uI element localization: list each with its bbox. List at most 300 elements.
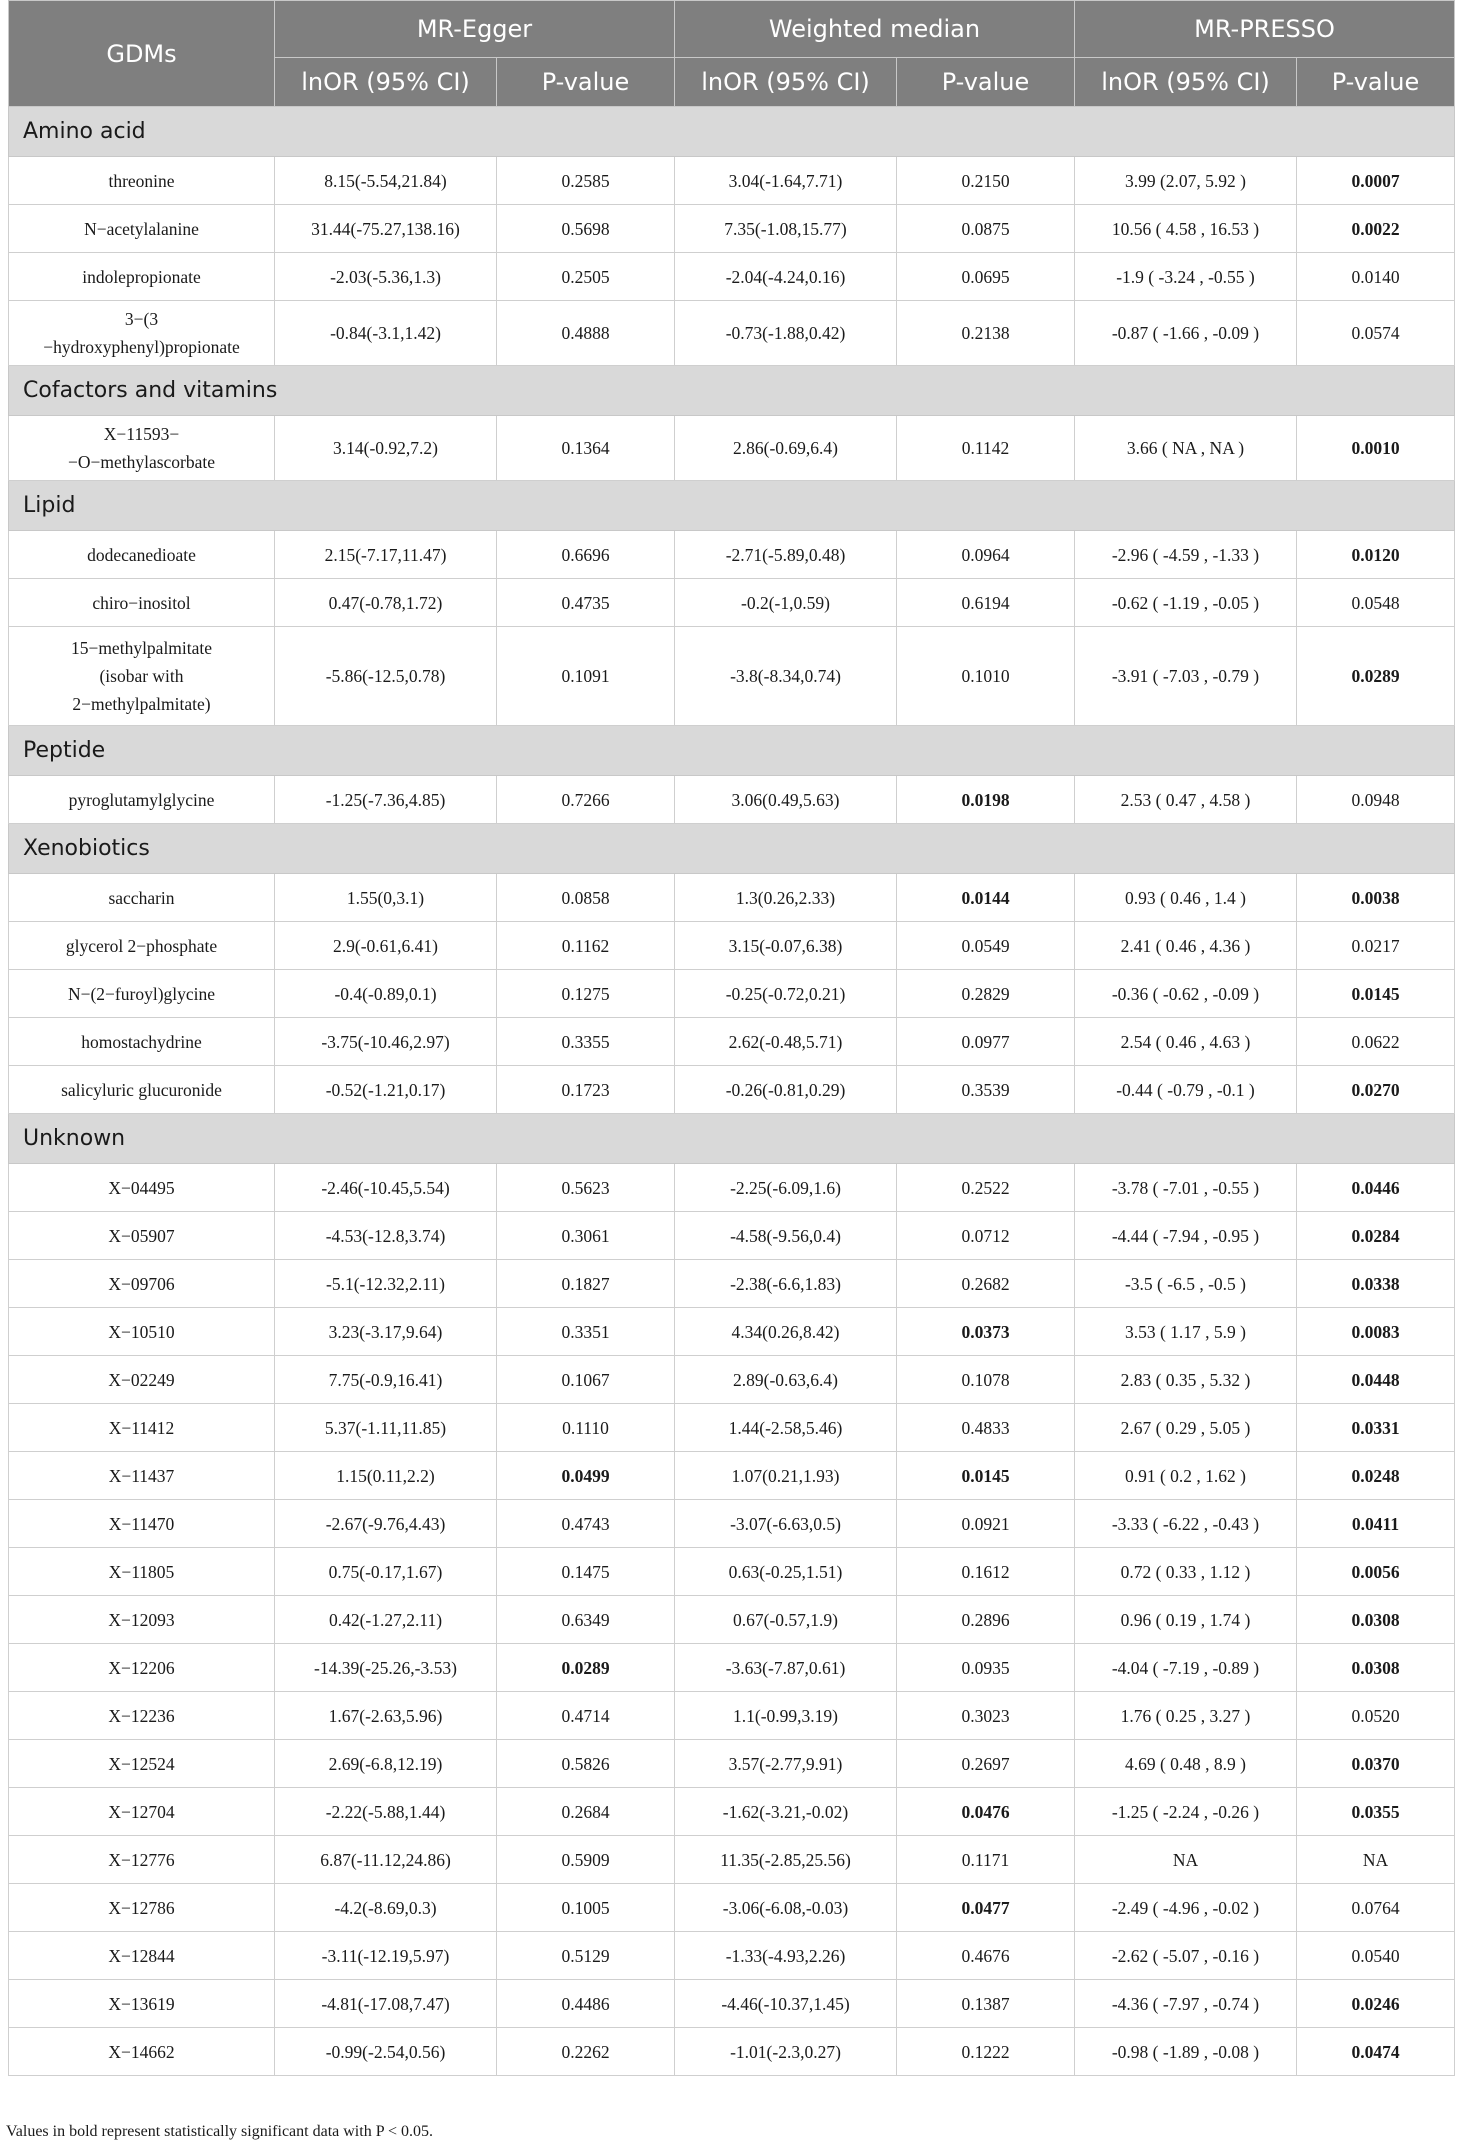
presso-lnor-cell: -0.62 ( -1.19 , -0.05 ) <box>1075 579 1297 627</box>
metabolite-name-line: X−14662 <box>108 2041 175 2062</box>
header-wm-pvalue: P-value <box>897 58 1075 107</box>
wm-lnor-cell: -2.04(-4.24,0.16) <box>675 253 897 301</box>
presso-pvalue-cell: 0.0411 <box>1297 1500 1455 1548</box>
metabolite-name-line: 3−(3 <box>124 309 159 329</box>
category-row <box>9 726 1455 776</box>
presso-pvalue-cell: 0.0622 <box>1297 1018 1455 1066</box>
wm-lnor-cell: -1.01(-2.3,0.27) <box>675 2028 897 2076</box>
metabolite-name-cell <box>9 1452 275 1500</box>
wm-pvalue-cell: 0.2682 <box>897 1260 1075 1308</box>
presso-lnor-cell: NA <box>1075 1836 1297 1884</box>
presso-pvalue-cell: 0.0308 <box>1297 1644 1455 1692</box>
egger-pvalue-cell: 0.5698 <box>497 205 675 253</box>
egger-lnor-cell: -14.39(-25.26,-3.53) <box>275 1644 497 1692</box>
header-weighted-median: Weighted median <box>675 1 1075 58</box>
presso-lnor-cell: -0.87 ( -1.66 , -0.09 ) <box>1075 301 1297 366</box>
wm-pvalue-cell: 0.2522 <box>897 1164 1075 1212</box>
table-row <box>9 579 1455 627</box>
header-gdms: GDMs <box>9 1 275 107</box>
wm-lnor-cell: 2.86(-0.69,6.4) <box>675 416 897 481</box>
egger-lnor-cell: -3.11(-12.19,5.97) <box>275 1932 497 1980</box>
egger-pvalue-cell: 0.2505 <box>497 253 675 301</box>
metabolite-name-cell <box>9 627 275 726</box>
egger-lnor-cell: -3.75(-10.46,2.97) <box>275 1018 497 1066</box>
wm-lnor-cell: -2.71(-5.89,0.48) <box>675 531 897 579</box>
egger-lnor-cell: -2.46(-10.45,5.54) <box>275 1164 497 1212</box>
wm-lnor-cell: -1.62(-3.21,-0.02) <box>675 1788 897 1836</box>
presso-lnor-cell: -0.36 ( -0.62 , -0.09 ) <box>1075 970 1297 1018</box>
egger-lnor-cell: 6.87(-11.12,24.86) <box>275 1836 497 1884</box>
wm-lnor-cell: -4.58(-9.56,0.4) <box>675 1212 897 1260</box>
metabolite-name-line: N−acetylalanine <box>84 218 199 239</box>
table-row <box>9 205 1455 253</box>
table-row <box>9 1596 1455 1644</box>
metabolite-name-line: X−05907 <box>108 1225 175 1246</box>
wm-lnor-cell: -0.2(-1,0.59) <box>675 579 897 627</box>
table-row <box>9 970 1455 1018</box>
wm-lnor-cell: -4.46(-10.37,1.45) <box>675 1980 897 2028</box>
presso-pvalue-cell: 0.0248 <box>1297 1452 1455 1500</box>
wm-lnor-cell: 3.57(-2.77,9.91) <box>675 1740 897 1788</box>
egger-pvalue-cell: 0.5909 <box>497 1836 675 1884</box>
egger-pvalue-cell: 0.0858 <box>497 874 675 922</box>
presso-lnor-cell: -1.9 ( -3.24 , -0.55 ) <box>1075 253 1297 301</box>
wm-lnor-cell: 11.35(-2.85,25.56) <box>675 1836 897 1884</box>
presso-lnor-cell: 0.96 ( 0.19 , 1.74 ) <box>1075 1596 1297 1644</box>
wm-lnor-cell: -0.25(-0.72,0.21) <box>675 970 897 1018</box>
results-table-container <box>8 0 1454 2076</box>
table-row <box>9 2028 1455 2076</box>
metabolite-name-line: X−11593− <box>103 424 180 444</box>
table-row <box>9 922 1455 970</box>
table-header <box>9 1 1455 107</box>
wm-lnor-cell: -3.07(-6.63,0.5) <box>675 1500 897 1548</box>
category-row <box>9 107 1455 157</box>
mr-results-table <box>8 0 1455 2076</box>
presso-lnor-cell: 2.53 ( 0.47 , 4.58 ) <box>1075 776 1297 824</box>
presso-lnor-cell: 2.83 ( 0.35 , 5.32 ) <box>1075 1356 1297 1404</box>
presso-lnor-cell: -2.96 ( -4.59 , -1.33 ) <box>1075 531 1297 579</box>
metabolite-name-cell <box>9 1500 275 1548</box>
header-presso-lnor: lnOR (95% CI) <box>1075 58 1297 107</box>
metabolite-name-cell <box>9 301 275 366</box>
presso-pvalue-cell: 0.0056 <box>1297 1548 1455 1596</box>
wm-pvalue-cell: 0.1078 <box>897 1356 1075 1404</box>
table-row <box>9 157 1455 205</box>
wm-pvalue-cell: 0.0977 <box>897 1018 1075 1066</box>
egger-pvalue-cell: 0.5129 <box>497 1932 675 1980</box>
table-row <box>9 1692 1455 1740</box>
egger-lnor-cell: -4.2(-8.69,0.3) <box>275 1884 497 1932</box>
wm-lnor-cell: 4.34(0.26,8.42) <box>675 1308 897 1356</box>
egger-lnor-cell: 5.37(-1.11,11.85) <box>275 1404 497 1452</box>
wm-pvalue-cell: 0.0477 <box>897 1884 1075 1932</box>
metabolite-name-line: X−02249 <box>108 1369 175 1390</box>
presso-lnor-cell: 1.76 ( 0.25 , 3.27 ) <box>1075 1692 1297 1740</box>
table-row <box>9 1308 1455 1356</box>
metabolite-name-cell <box>9 1692 275 1740</box>
wm-pvalue-cell: 0.1142 <box>897 416 1075 481</box>
egger-pvalue-cell: 0.1364 <box>497 416 675 481</box>
egger-lnor-cell: -0.99(-2.54,0.56) <box>275 2028 497 2076</box>
category-label: Peptide <box>9 726 1455 776</box>
category-label: Cofactors and vitamins <box>9 366 1455 416</box>
presso-lnor-cell: 0.72 ( 0.33 , 1.12 ) <box>1075 1548 1297 1596</box>
wm-pvalue-cell: 0.3539 <box>897 1066 1075 1114</box>
wm-pvalue-cell: 0.2150 <box>897 157 1075 205</box>
egger-lnor-cell: 3.14(-0.92,7.2) <box>275 416 497 481</box>
footnote: Values in bold represent statistically significant data with P < 0.05. <box>6 2123 434 2140</box>
metabolite-name-cell <box>9 1066 275 1114</box>
table-row <box>9 1452 1455 1500</box>
egger-pvalue-cell: 0.2585 <box>497 157 675 205</box>
wm-pvalue-cell: 0.2896 <box>897 1596 1075 1644</box>
presso-lnor-cell: -3.33 ( -6.22 , -0.43 ) <box>1075 1500 1297 1548</box>
wm-lnor-cell: 7.35(-1.08,15.77) <box>675 205 897 253</box>
metabolite-name-cell <box>9 1836 275 1884</box>
metabolite-name-cell <box>9 1644 275 1692</box>
presso-pvalue-cell: 0.0520 <box>1297 1692 1455 1740</box>
metabolite-name-line: 15−methylpalmitate <box>70 638 213 658</box>
table-row <box>9 301 1455 366</box>
egger-pvalue-cell: 0.6696 <box>497 531 675 579</box>
egger-pvalue-cell: 0.1110 <box>497 1404 675 1452</box>
table-row <box>9 1644 1455 1692</box>
presso-pvalue-cell: 0.0448 <box>1297 1356 1455 1404</box>
wm-pvalue-cell: 0.1010 <box>897 627 1075 726</box>
wm-pvalue-cell: 0.1222 <box>897 2028 1075 2076</box>
table-row <box>9 1884 1455 1932</box>
category-row <box>9 481 1455 531</box>
presso-lnor-cell: -2.62 ( -5.07 , -0.16 ) <box>1075 1932 1297 1980</box>
metabolite-name-line: X−12524 <box>108 1753 175 1774</box>
egger-lnor-cell: -1.25(-7.36,4.85) <box>275 776 497 824</box>
metabolite-name-line: 2−methylpalmitate) <box>72 694 211 714</box>
metabolite-name-line: −O−methylascorbate <box>67 452 216 472</box>
table-row <box>9 776 1455 824</box>
egger-lnor-cell: 0.42(-1.27,2.11) <box>275 1596 497 1644</box>
egger-pvalue-cell: 0.6349 <box>497 1596 675 1644</box>
egger-pvalue-cell: 0.1275 <box>497 970 675 1018</box>
table-row <box>9 416 1455 481</box>
metabolite-name-line: X−12844 <box>108 1945 175 1966</box>
wm-pvalue-cell: 0.6194 <box>897 579 1075 627</box>
presso-lnor-cell: -3.91 ( -7.03 , -0.79 ) <box>1075 627 1297 726</box>
wm-pvalue-cell: 0.1387 <box>897 1980 1075 2028</box>
wm-lnor-cell: -2.38(-6.6,1.83) <box>675 1260 897 1308</box>
wm-pvalue-cell: 0.3023 <box>897 1692 1075 1740</box>
metabolite-name-line: (isobar with <box>99 666 184 686</box>
wm-lnor-cell: -0.73(-1.88,0.42) <box>675 301 897 366</box>
table-row <box>9 874 1455 922</box>
category-row <box>9 824 1455 874</box>
presso-lnor-cell: -4.44 ( -7.94 , -0.95 ) <box>1075 1212 1297 1260</box>
metabolite-name-cell <box>9 1932 275 1980</box>
metabolite-name-line: dodecanedioate <box>87 544 196 565</box>
presso-pvalue-cell: 0.0948 <box>1297 776 1455 824</box>
table-row <box>9 1356 1455 1404</box>
wm-lnor-cell: -1.33(-4.93,2.26) <box>675 1932 897 1980</box>
presso-pvalue-cell: 0.0355 <box>1297 1788 1455 1836</box>
metabolite-name-line: X−11470 <box>108 1513 175 1534</box>
wm-pvalue-cell: 0.0549 <box>897 922 1075 970</box>
egger-pvalue-cell: 0.5826 <box>497 1740 675 1788</box>
metabolite-name-line: indolepropionate <box>82 266 201 287</box>
presso-pvalue-cell: 0.0246 <box>1297 1980 1455 2028</box>
metabolite-name-line: X−12776 <box>108 1849 175 1870</box>
table-row <box>9 1788 1455 1836</box>
wm-pvalue-cell: 0.0695 <box>897 253 1075 301</box>
metabolite-name-line: X−04495 <box>108 1177 175 1198</box>
wm-pvalue-cell: 0.0964 <box>897 531 1075 579</box>
metabolite-name-cell <box>9 776 275 824</box>
presso-lnor-cell: 4.69 ( 0.48 , 8.9 ) <box>1075 1740 1297 1788</box>
presso-pvalue-cell: 0.0446 <box>1297 1164 1455 1212</box>
metabolite-name-cell <box>9 1018 275 1066</box>
metabolite-name-line: X−11412 <box>108 1417 175 1438</box>
egger-pvalue-cell: 0.2262 <box>497 2028 675 2076</box>
egger-lnor-cell: -2.67(-9.76,4.43) <box>275 1500 497 1548</box>
metabolite-name-line: pyroglutamylglycine <box>68 789 215 810</box>
wm-pvalue-cell: 0.0875 <box>897 205 1075 253</box>
egger-pvalue-cell: 0.5623 <box>497 1164 675 1212</box>
metabolite-name-line: X−12236 <box>108 1705 175 1726</box>
presso-lnor-cell: -2.49 ( -4.96 , -0.02 ) <box>1075 1884 1297 1932</box>
egger-lnor-cell: 1.55(0,3.1) <box>275 874 497 922</box>
presso-pvalue-cell: 0.0764 <box>1297 1884 1455 1932</box>
egger-lnor-cell: -5.86(-12.5,0.78) <box>275 627 497 726</box>
wm-lnor-cell: -3.8(-8.34,0.74) <box>675 627 897 726</box>
wm-pvalue-cell: 0.0476 <box>897 1788 1075 1836</box>
table-row <box>9 1212 1455 1260</box>
presso-lnor-cell: 3.99 (2.07, 5.92 ) <box>1075 157 1297 205</box>
egger-lnor-cell: -0.84(-3.1,1.42) <box>275 301 497 366</box>
wm-pvalue-cell: 0.1171 <box>897 1836 1075 1884</box>
wm-lnor-cell: 1.3(0.26,2.33) <box>675 874 897 922</box>
presso-lnor-cell: -4.36 ( -7.97 , -0.74 ) <box>1075 1980 1297 2028</box>
wm-lnor-cell: 3.15(-0.07,6.38) <box>675 922 897 970</box>
presso-pvalue-cell: 0.0574 <box>1297 301 1455 366</box>
presso-lnor-cell: -4.04 ( -7.19 , -0.89 ) <box>1075 1644 1297 1692</box>
category-row <box>9 366 1455 416</box>
header-egger-lnor: lnOR (95% CI) <box>275 58 497 107</box>
wm-pvalue-cell: 0.2829 <box>897 970 1075 1018</box>
egger-lnor-cell: -4.53(-12.8,3.74) <box>275 1212 497 1260</box>
table-row <box>9 627 1455 726</box>
wm-pvalue-cell: 0.2138 <box>897 301 1075 366</box>
presso-pvalue-cell: 0.0331 <box>1297 1404 1455 1452</box>
wm-lnor-cell: -3.63(-7.87,0.61) <box>675 1644 897 1692</box>
metabolite-name-cell <box>9 205 275 253</box>
table-row <box>9 1066 1455 1114</box>
metabolite-name-cell <box>9 970 275 1018</box>
egger-lnor-cell: 0.75(-0.17,1.67) <box>275 1548 497 1596</box>
metabolite-name-cell <box>9 1980 275 2028</box>
wm-pvalue-cell: 0.4833 <box>897 1404 1075 1452</box>
table-row <box>9 531 1455 579</box>
table-row <box>9 1164 1455 1212</box>
egger-lnor-cell: 2.15(-7.17,11.47) <box>275 531 497 579</box>
presso-pvalue-cell: 0.0338 <box>1297 1260 1455 1308</box>
presso-lnor-cell: 2.67 ( 0.29 , 5.05 ) <box>1075 1404 1297 1452</box>
egger-pvalue-cell: 0.4888 <box>497 301 675 366</box>
metabolite-name-line: X−12093 <box>108 1609 175 1630</box>
wm-lnor-cell: -0.26(-0.81,0.29) <box>675 1066 897 1114</box>
egger-pvalue-cell: 0.1005 <box>497 1884 675 1932</box>
wm-pvalue-cell: 0.0921 <box>897 1500 1075 1548</box>
table-row <box>9 1018 1455 1066</box>
presso-pvalue-cell: 0.0284 <box>1297 1212 1455 1260</box>
wm-pvalue-cell: 0.0145 <box>897 1452 1075 1500</box>
wm-lnor-cell: 1.1(-0.99,3.19) <box>675 1692 897 1740</box>
wm-pvalue-cell: 0.0144 <box>897 874 1075 922</box>
wm-lnor-cell: -2.25(-6.09,1.6) <box>675 1164 897 1212</box>
egger-pvalue-cell: 0.3351 <box>497 1308 675 1356</box>
metabolite-name-cell <box>9 1596 275 1644</box>
metabolite-name-cell <box>9 1548 275 1596</box>
wm-pvalue-cell: 0.2697 <box>897 1740 1075 1788</box>
wm-pvalue-cell: 0.0373 <box>897 1308 1075 1356</box>
wm-lnor-cell: 1.44(-2.58,5.46) <box>675 1404 897 1452</box>
egger-pvalue-cell: 0.4743 <box>497 1500 675 1548</box>
wm-pvalue-cell: 0.0712 <box>897 1212 1075 1260</box>
table-row <box>9 1836 1455 1884</box>
egger-pvalue-cell: 0.7266 <box>497 776 675 824</box>
wm-lnor-cell: 3.04(-1.64,7.71) <box>675 157 897 205</box>
egger-lnor-cell: -2.22(-5.88,1.44) <box>275 1788 497 1836</box>
metabolite-name-cell <box>9 416 275 481</box>
wm-lnor-cell: 0.67(-0.57,1.9) <box>675 1596 897 1644</box>
egger-pvalue-cell: 0.2684 <box>497 1788 675 1836</box>
egger-pvalue-cell: 0.3061 <box>497 1212 675 1260</box>
egger-pvalue-cell: 0.1475 <box>497 1548 675 1596</box>
table-row <box>9 1980 1455 2028</box>
presso-lnor-cell: -1.25 ( -2.24 , -0.26 ) <box>1075 1788 1297 1836</box>
egger-lnor-cell: 0.47(-0.78,1.72) <box>275 579 497 627</box>
table-row <box>9 1404 1455 1452</box>
egger-pvalue-cell: 0.4486 <box>497 1980 675 2028</box>
egger-lnor-cell: 7.75(-0.9,16.41) <box>275 1356 497 1404</box>
presso-pvalue-cell: 0.0217 <box>1297 922 1455 970</box>
egger-lnor-cell: 3.23(-3.17,9.64) <box>275 1308 497 1356</box>
metabolite-name-cell <box>9 1788 275 1836</box>
egger-pvalue-cell: 0.1827 <box>497 1260 675 1308</box>
wm-lnor-cell: -3.06(-6.08,-0.03) <box>675 1884 897 1932</box>
egger-pvalue-cell: 0.4735 <box>497 579 675 627</box>
table-row <box>9 253 1455 301</box>
metabolite-name-cell <box>9 1740 275 1788</box>
wm-lnor-cell: 3.06(0.49,5.63) <box>675 776 897 824</box>
egger-pvalue-cell: 0.1067 <box>497 1356 675 1404</box>
metabolite-name-cell <box>9 1212 275 1260</box>
wm-pvalue-cell: 0.1612 <box>897 1548 1075 1596</box>
table-body <box>9 107 1455 2076</box>
presso-pvalue-cell: 0.0022 <box>1297 205 1455 253</box>
metabolite-name-cell <box>9 1260 275 1308</box>
presso-lnor-cell: 0.93 ( 0.46 , 1.4 ) <box>1075 874 1297 922</box>
metabolite-name-line: X−12786 <box>108 1897 175 1918</box>
egger-pvalue-cell: 0.1091 <box>497 627 675 726</box>
metabolite-name-cell <box>9 253 275 301</box>
wm-lnor-cell: 2.62(-0.48,5.71) <box>675 1018 897 1066</box>
metabolite-name-cell <box>9 922 275 970</box>
category-label: Lipid <box>9 481 1455 531</box>
egger-lnor-cell: -2.03(-5.36,1.3) <box>275 253 497 301</box>
metabolite-name-line: salicyluric glucuronide <box>61 1079 222 1100</box>
presso-lnor-cell: 3.53 ( 1.17 , 5.9 ) <box>1075 1308 1297 1356</box>
presso-pvalue-cell: 0.0474 <box>1297 2028 1455 2076</box>
presso-pvalue-cell: 0.0038 <box>1297 874 1455 922</box>
table-row <box>9 1740 1455 1788</box>
table-row <box>9 1260 1455 1308</box>
presso-pvalue-cell: 0.0145 <box>1297 970 1455 1018</box>
metabolite-name-line: N−(2−furoyl)glycine <box>67 983 216 1004</box>
metabolite-name-cell <box>9 1308 275 1356</box>
metabolite-name-cell <box>9 531 275 579</box>
presso-pvalue-cell: 0.0370 <box>1297 1740 1455 1788</box>
metabolite-name-line: X−09706 <box>108 1273 175 1294</box>
metabolite-name-cell <box>9 2028 275 2076</box>
metabolite-name-line: X−11805 <box>108 1561 175 1582</box>
header-egger-pvalue: P-value <box>497 58 675 107</box>
presso-pvalue-cell: 0.0270 <box>1297 1066 1455 1114</box>
egger-pvalue-cell: 0.0499 <box>497 1452 675 1500</box>
egger-pvalue-cell: 0.0289 <box>497 1644 675 1692</box>
header-mr-presso: MR-PRESSO <box>1075 1 1455 58</box>
metabolite-name-line: X−13619 <box>108 1993 175 2014</box>
egger-lnor-cell: -0.52(-1.21,0.17) <box>275 1066 497 1114</box>
wm-pvalue-cell: 0.0935 <box>897 1644 1075 1692</box>
presso-pvalue-cell: 0.0120 <box>1297 531 1455 579</box>
header-mr-egger: MR-Egger <box>275 1 675 58</box>
presso-lnor-cell: -0.44 ( -0.79 , -0.1 ) <box>1075 1066 1297 1114</box>
category-label: Unknown <box>9 1114 1455 1164</box>
wm-lnor-cell: 0.63(-0.25,1.51) <box>675 1548 897 1596</box>
presso-pvalue-cell: 0.0083 <box>1297 1308 1455 1356</box>
metabolite-name-line: X−10510 <box>108 1321 175 1342</box>
metabolite-name-line: threonine <box>108 170 175 191</box>
egger-pvalue-cell: 0.1723 <box>497 1066 675 1114</box>
metabolite-name-line: X−11437 <box>108 1465 175 1486</box>
presso-pvalue-cell: NA <box>1297 1836 1455 1884</box>
presso-lnor-cell: 3.66 ( NA , NA ) <box>1075 416 1297 481</box>
wm-pvalue-cell: 0.4676 <box>897 1932 1075 1980</box>
metabolite-name-line: −hydroxyphenyl)propionate <box>43 337 240 357</box>
metabolite-name-line: glycerol 2−phosphate <box>65 935 218 956</box>
table-row <box>9 1548 1455 1596</box>
wm-lnor-cell: 1.07(0.21,1.93) <box>675 1452 897 1500</box>
presso-lnor-cell: -3.78 ( -7.01 , -0.55 ) <box>1075 1164 1297 1212</box>
egger-lnor-cell: 1.15(0.11,2.2) <box>275 1452 497 1500</box>
presso-pvalue-cell: 0.0010 <box>1297 416 1455 481</box>
metabolite-name-line: chiro−inositol <box>92 592 191 613</box>
wm-lnor-cell: 2.89(-0.63,6.4) <box>675 1356 897 1404</box>
presso-lnor-cell: 0.91 ( 0.2 , 1.62 ) <box>1075 1452 1297 1500</box>
presso-pvalue-cell: 0.0007 <box>1297 157 1455 205</box>
metabolite-name-line: saccharin <box>108 887 175 908</box>
wm-pvalue-cell: 0.0198 <box>897 776 1075 824</box>
metabolite-name-line: X−12704 <box>108 1801 175 1822</box>
metabolite-name-cell <box>9 1356 275 1404</box>
egger-lnor-cell: 2.69(-6.8,12.19) <box>275 1740 497 1788</box>
table-row <box>9 1500 1455 1548</box>
presso-lnor-cell: -0.98 ( -1.89 , -0.08 ) <box>1075 2028 1297 2076</box>
egger-pvalue-cell: 0.3355 <box>497 1018 675 1066</box>
presso-lnor-cell: -3.5 ( -6.5 , -0.5 ) <box>1075 1260 1297 1308</box>
presso-pvalue-cell: 0.0140 <box>1297 253 1455 301</box>
egger-lnor-cell: -4.81(-17.08,7.47) <box>275 1980 497 2028</box>
egger-lnor-cell: 1.67(-2.63,5.96) <box>275 1692 497 1740</box>
